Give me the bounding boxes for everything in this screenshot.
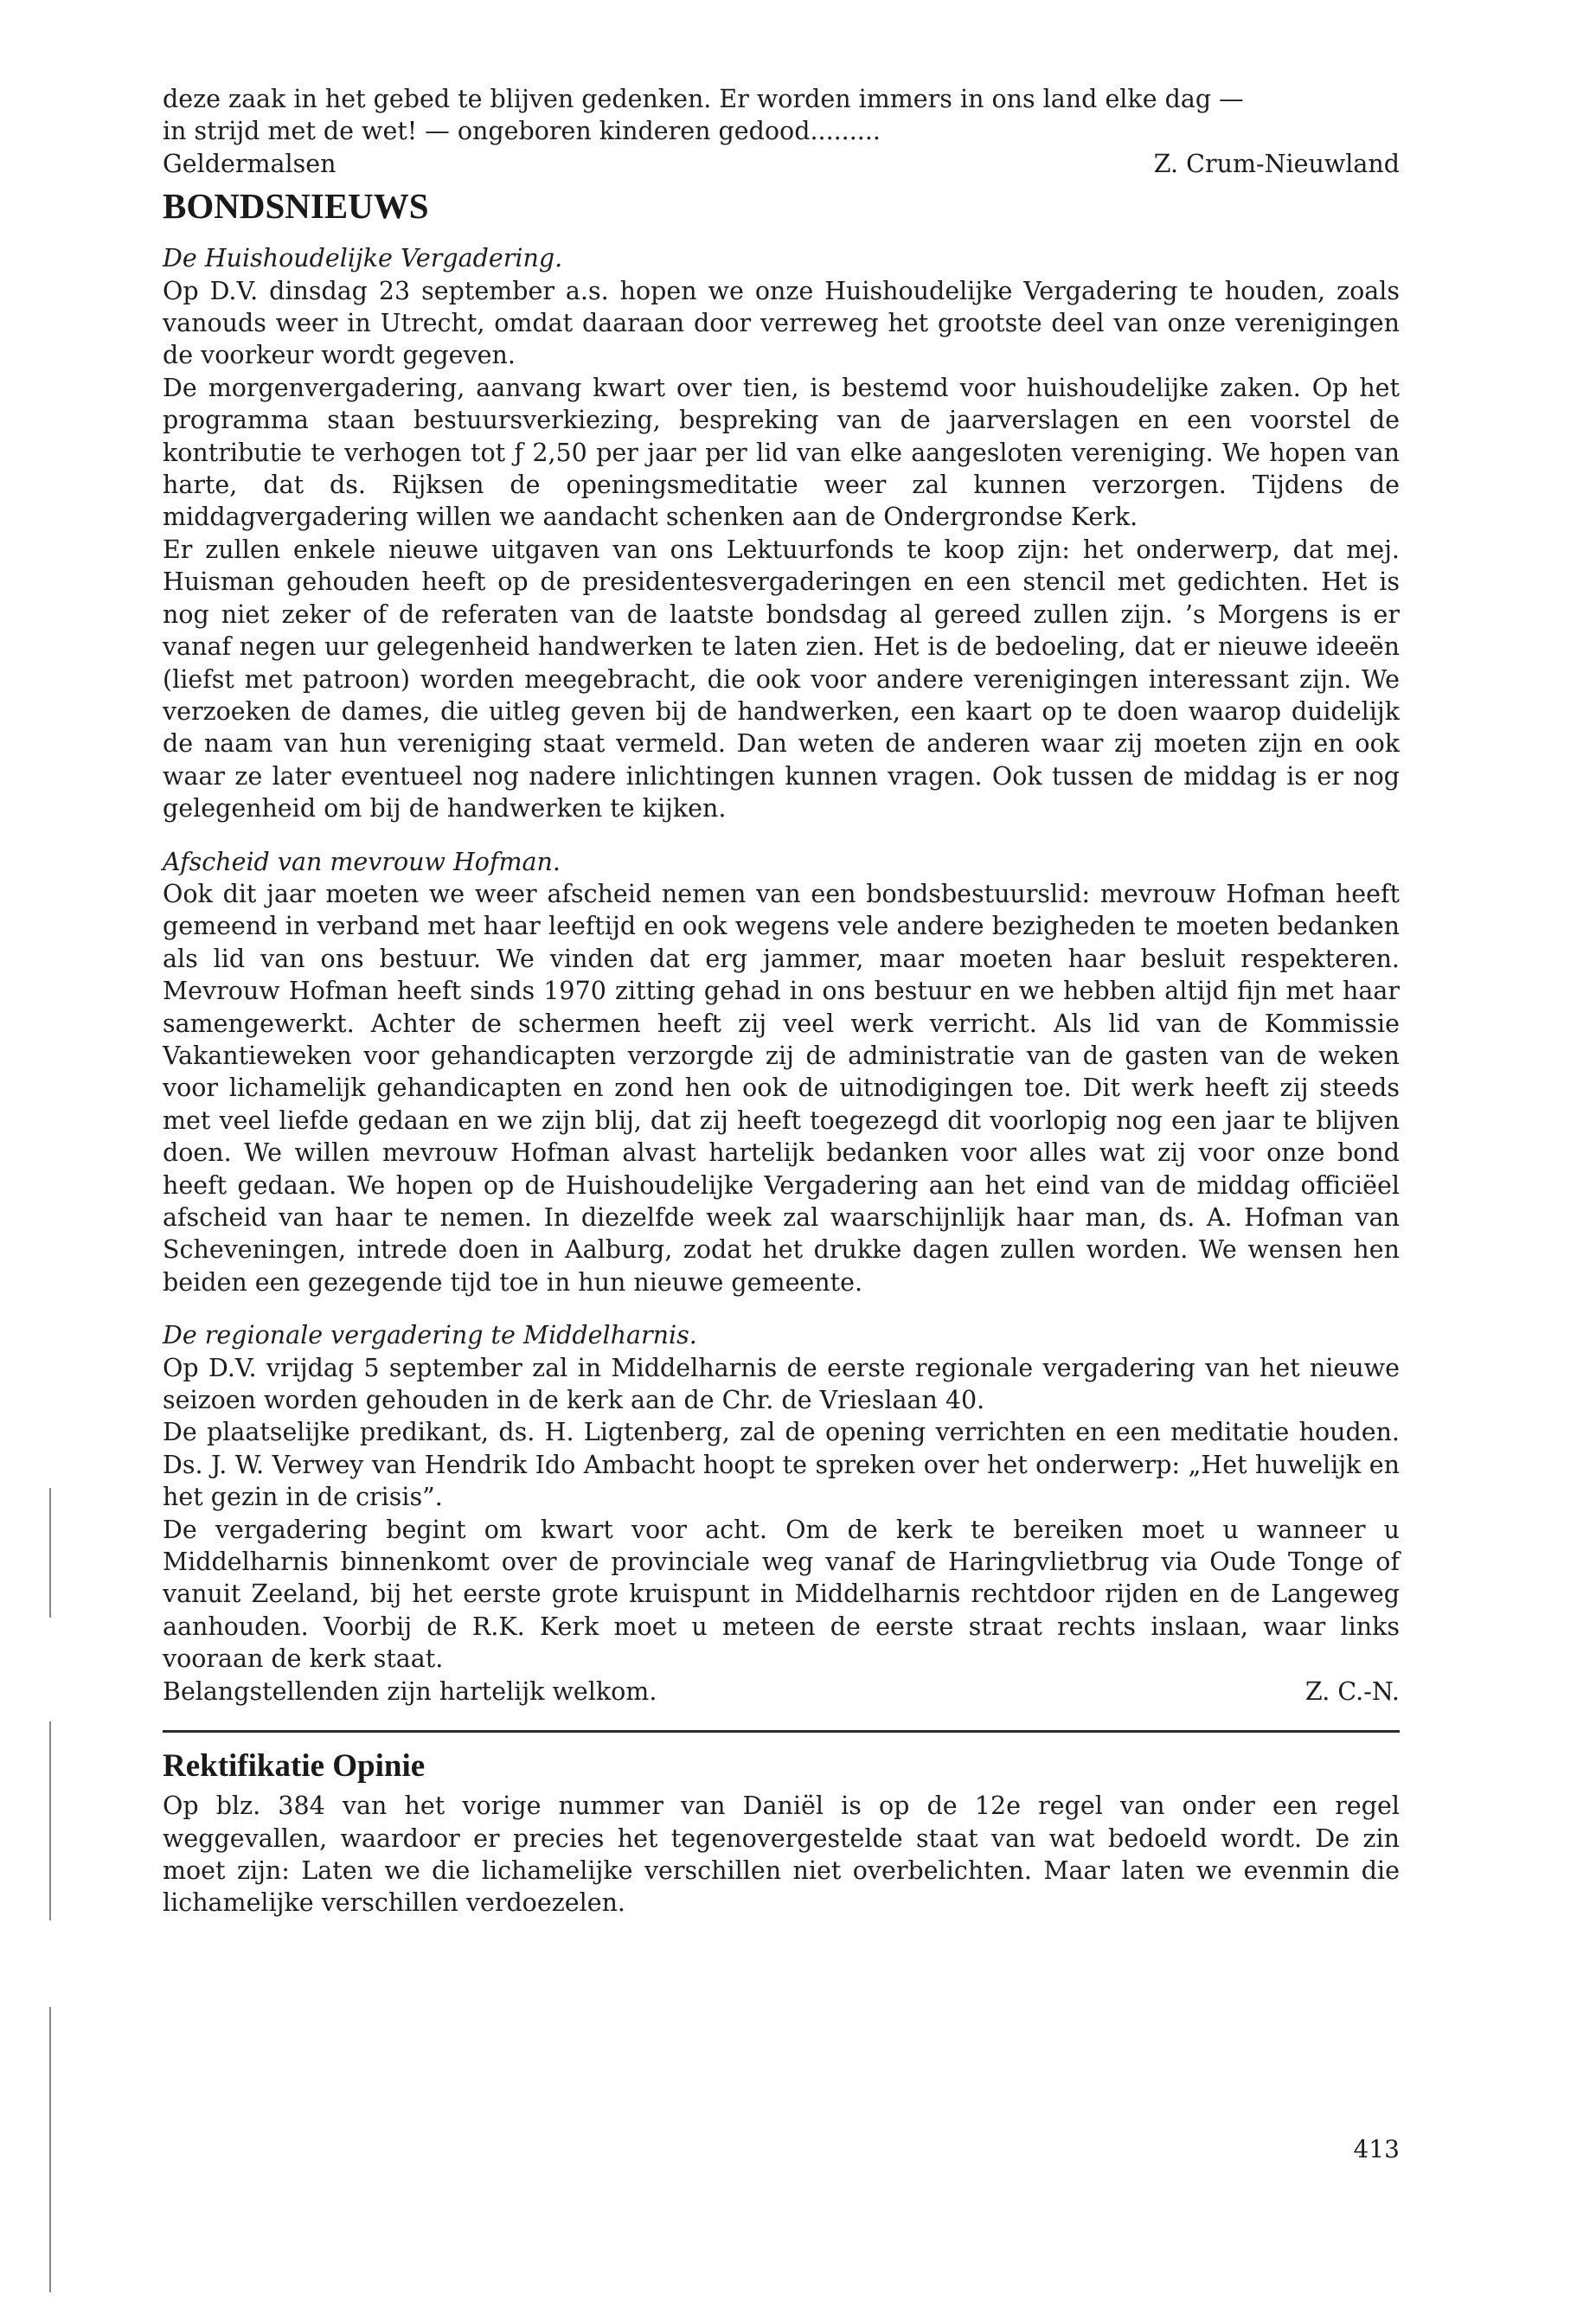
intro-line-2: in strijd met de wet! — ongeboren kinderen gedood......... bbox=[163, 117, 881, 146]
margin-mark bbox=[49, 1721, 51, 1920]
closing-text: Belangstellenden zijn hartelijk welkom. bbox=[163, 1676, 657, 1706]
subtitle-huishoudelijke: De Huishoudelijke Vergadering. bbox=[163, 244, 563, 273]
paragraph: De vergadering begint om kwart voor acht. Om de kerk te bereiken moet u wanneer u Middelharnis binnenkomt over de provinciale weg vanaf de Haringvlietbrug via Oude Tonge of vanuit Zeeland, bij het eerste grote kruispunt in Middelharnis rechtdoor rijden en de Langeweg aanhouden. Voorbij de R.K. Kerk moet u meteen de eerste straat rechts inslaan, waar links vooraan de kerk staat. bbox=[163, 1515, 1400, 1674]
margin-mark bbox=[49, 2007, 51, 2292]
section-title-bondsnieuws: BONDSNIEUWS bbox=[163, 186, 429, 227]
paragraph: Op blz. 384 van het vorige nummer van Daniël is op de 12e regel van onder een regel weggevallen, waardoor er precies het tegenovergestelde staat van wat bedoeld wordt. De zin moet zijn: Laten we die lichamelijke verschillen niet overbelichten. Maar laten we evenmin die lichamelijke verschillen verdoezelen. bbox=[163, 1791, 1400, 1918]
section-divider bbox=[163, 1730, 1400, 1733]
intro-signature-row bbox=[163, 148, 1400, 180]
subtitle-afscheid: Afscheid van mevrouw Hofman. bbox=[163, 847, 561, 876]
paragraph: De morgenvergadering, aanvang kwart over tien, is bestemd voor huishoudelijke zaken. Op het programma staan bestuursverkiezing, bespreking van de jaarverslagen en een voorstel de kontributie te verhogen tot ƒ 2,50 per jaar per lid van elke aangesloten vereniging. We hopen van harte, dat ds. Rijksen de openingsmeditatie weer zal kunnen verzorgen. Tijdens de middagvergadering willen we aandacht schenken aan de Ondergrondse Kerk. bbox=[163, 373, 1400, 532]
intro-place: Geldermalsen bbox=[163, 149, 337, 178]
page-number: 413 bbox=[1353, 2135, 1400, 2163]
paragraph: Er zullen enkele nieuwe uitgaven van ons Lektuurfonds te koop zijn: het onderwerp, dat mej. Huisman gehouden heeft op de presidentesvergaderingen en een stencil met gedichten. Het is nog niet zeker of de referaten van de laatste bondsdag al gereed zullen zijn. ’s Morgens is er vanaf negen uur gelegenheid handwerken te laten zien. Het is de bedoeling, dat er nieuwe ideeën (liefst met patroon) worden meegebracht, die ook voor andere verenigingen interessant zijn. We verzoeken de dames, die uitleg geven bij de handwerken, een kaart op te doen waarop duidelijk de naam van hun vereniging staat vermeld. Dan weten de anderen waar zij moeten zijn en ook waar ze later eventueel nog nadere inlichtingen kunnen vragen. Ook tussen de middag is er nog gelegenheid om bij de handwerken te kijken. bbox=[163, 535, 1400, 824]
subtitle-regionale: De regionale vergadering te Middelharnis. bbox=[163, 1321, 697, 1350]
section-title-rektifikatie: Rektifikatie Opinie bbox=[163, 1748, 426, 1785]
closing-signature: Z. C.-N. bbox=[1304, 1676, 1400, 1706]
margin-mark bbox=[49, 1488, 51, 1618]
closing-row bbox=[163, 1676, 1400, 1708]
paragraph: Op D.V. dinsdag 23 september a.s. hopen we onze Huishoudelijke Vergadering te houden, zoals vanouds weer in Utrecht, omdat daaraan door verreweg het grootste deel van onze verenigingen de voorkeur wordt gegeven. bbox=[163, 276, 1400, 370]
paragraph: De plaatselijke predikant, ds. H. Ligtenberg, zal de opening verrichten en een meditatie houden. Ds. J. W. Verwey van Hendrik Ido Ambacht hoopt te spreken over het onderwerp: „Het huwelijk en het gezin in de crisis”. bbox=[163, 1418, 1400, 1512]
paragraph: Op D.V. vrijdag 5 september zal in Middelharnis de eerste regionale vergadering van het nieuwe seizoen worden gehouden in de kerk aan de Chr. de Vrieslaan 40. bbox=[163, 1353, 1400, 1415]
paragraph: Ook dit jaar moeten we weer afscheid nemen van een bondsbestuurslid: mevrouw Hofman heeft gemeend in verband met haar leeftijd en ook wegens vele andere bezigheden te moeten bedanken als lid van ons bestuur. We vinden dat erg jammer, maar moeten haar besluit respekteren. Mevrouw Hofman heeft sinds 1970 zitting gehad in ons bestuur en we hebben altijd fijn met haar samengewerkt. Achter de schermen heeft zij veel werk verricht. Als lid van de Kommissie Vakantieweken voor gehandicapten verzorgde zij de administratie van de gasten van de weken voor lichamelijk gehandicapten en zond hen ook de uitnodigingen toe. Dit werk heeft zij steeds met veel liefde gedaan en we zijn blij, dat zij heeft toegezegd dit voorlopig nog een jaar te blijven doen. We willen mevrouw Hofman alvast hartelijk bedanken voor alles wat zij voor onze bond heeft gedaan. We hopen op de Huishoudelijke Vergadering aan het eind van de middag officiëel afscheid van haar te nemen. In diezelfde week zal waarschijnlijk haar man, ds. A. Hofman van Scheveningen, intrede doen in Aalburg, zodat het drukke dagen zullen worden. We wensen hen beiden een gezegende tijd toe in hun nieuwe gemeente. bbox=[163, 879, 1400, 1297]
intro-line-1: deze zaak in het gebed te blijven gedenken. Er worden immers in ons land elke dag — bbox=[163, 85, 1244, 113]
intro-author: Z. Crum-Nieuwland bbox=[1153, 149, 1400, 178]
article-page bbox=[163, 83, 1400, 1920]
